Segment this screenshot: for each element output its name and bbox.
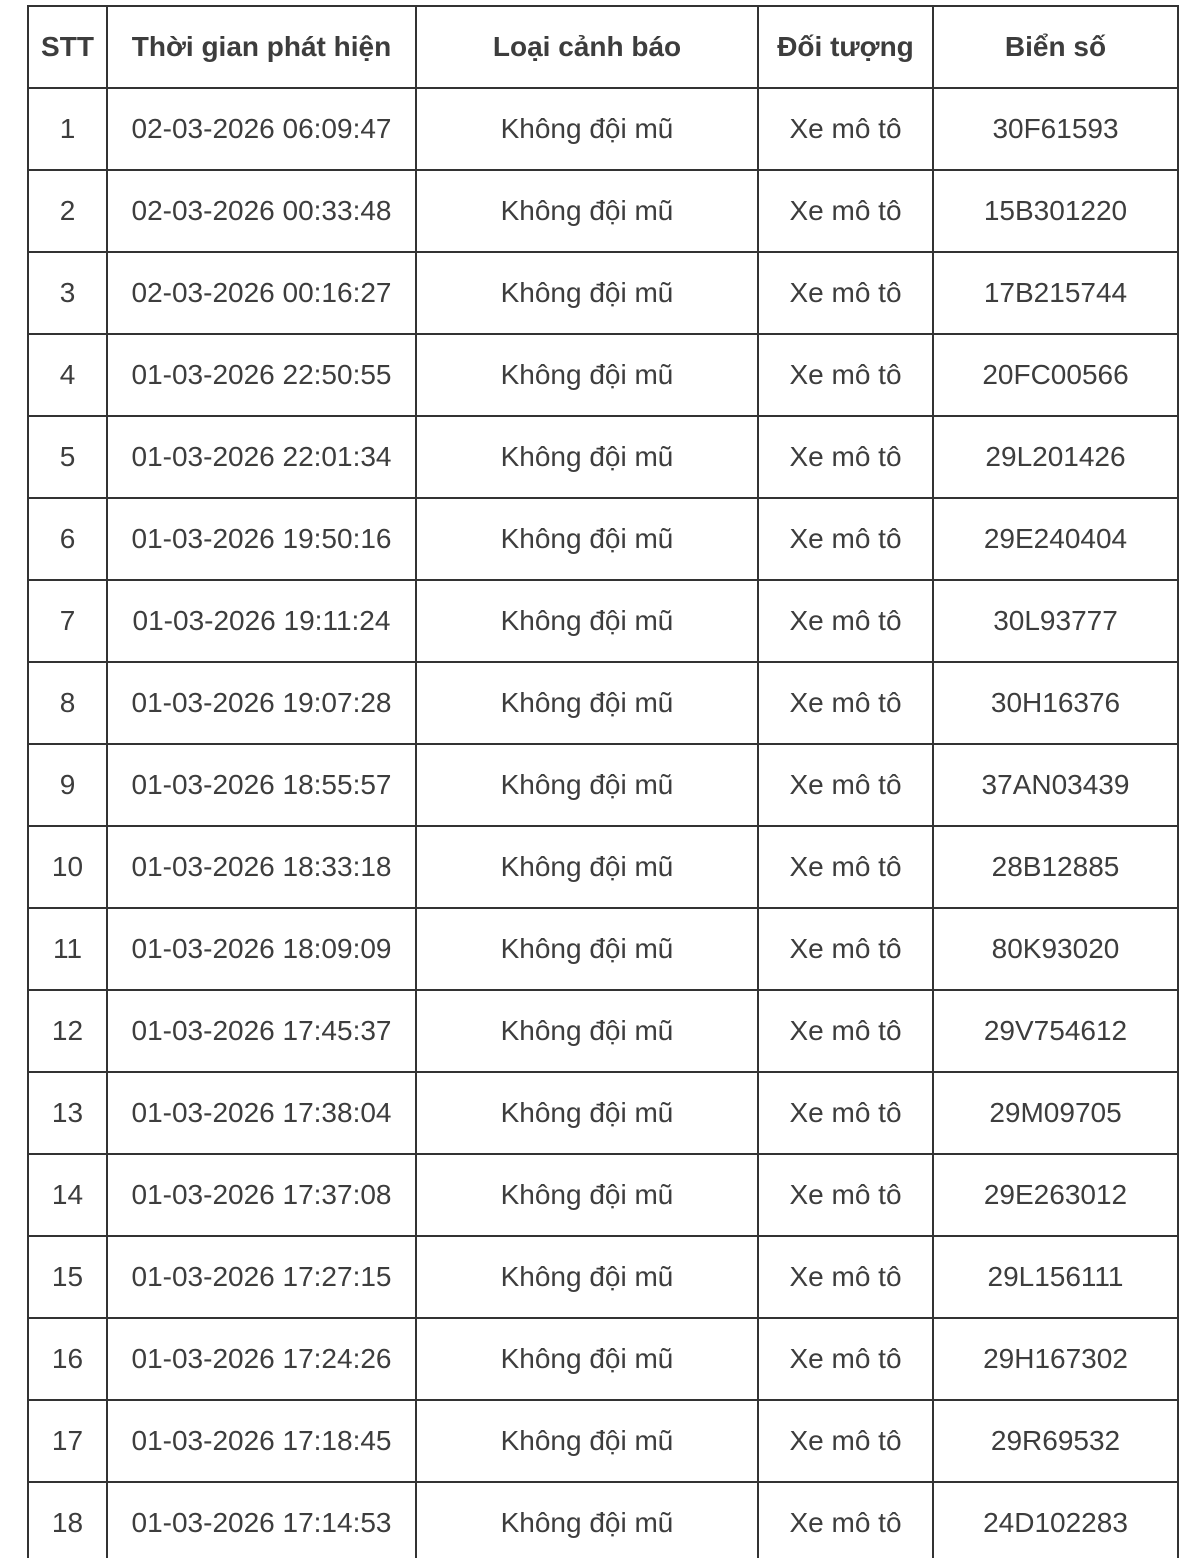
cell-object: Xe mô tô <box>758 662 933 744</box>
cell-stt: 11 <box>28 908 107 990</box>
cell-object: Xe mô tô <box>758 826 933 908</box>
cell-plate-number: 29V754612 <box>933 990 1178 1072</box>
cell-plate-number: 29E240404 <box>933 498 1178 580</box>
cell-stt: 12 <box>28 990 107 1072</box>
cell-detection-time: 02-03-2026 06:09:47 <box>107 88 416 170</box>
cell-object: Xe mô tô <box>758 334 933 416</box>
column-header-alert: Loại cảnh báo <box>416 6 758 88</box>
cell-plate-number: 37AN03439 <box>933 744 1178 826</box>
table-row <box>28 580 1178 662</box>
cell-stt: 4 <box>28 334 107 416</box>
cell-object: Xe mô tô <box>758 1400 933 1482</box>
table-row <box>28 990 1178 1072</box>
cell-detection-time: 01-03-2026 17:45:37 <box>107 990 416 1072</box>
cell-object: Xe mô tô <box>758 88 933 170</box>
table-row <box>28 744 1178 826</box>
table-row <box>28 1154 1178 1236</box>
cell-stt: 2 <box>28 170 107 252</box>
table-header <box>28 6 1178 88</box>
cell-stt: 15 <box>28 1236 107 1318</box>
cell-stt: 18 <box>28 1482 107 1558</box>
cell-detection-time: 01-03-2026 17:38:04 <box>107 1072 416 1154</box>
table-row <box>28 1236 1178 1318</box>
cell-object: Xe mô tô <box>758 744 933 826</box>
cell-detection-time: 01-03-2026 18:09:09 <box>107 908 416 990</box>
table-row <box>28 498 1178 580</box>
cell-object: Xe mô tô <box>758 1072 933 1154</box>
table-row <box>28 908 1178 990</box>
cell-plate-number: 28B12885 <box>933 826 1178 908</box>
cell-object: Xe mô tô <box>758 170 933 252</box>
cell-alert-type: Không đội mũ <box>416 1400 758 1482</box>
cell-detection-time: 01-03-2026 17:27:15 <box>107 1236 416 1318</box>
cell-detection-time: 01-03-2026 17:37:08 <box>107 1154 416 1236</box>
table-row <box>28 826 1178 908</box>
cell-detection-time: 01-03-2026 18:33:18 <box>107 826 416 908</box>
cell-object: Xe mô tô <box>758 1318 933 1400</box>
table-row <box>28 1318 1178 1400</box>
cell-alert-type: Không đội mũ <box>416 580 758 662</box>
cell-alert-type: Không đội mũ <box>416 170 758 252</box>
table-row <box>28 334 1178 416</box>
table-row <box>28 170 1178 252</box>
cell-alert-type: Không đội mũ <box>416 908 758 990</box>
table-row <box>28 252 1178 334</box>
cell-detection-time: 01-03-2026 19:07:28 <box>107 662 416 744</box>
cell-alert-type: Không đội mũ <box>416 334 758 416</box>
cell-object: Xe mô tô <box>758 1154 933 1236</box>
cell-stt: 5 <box>28 416 107 498</box>
cell-plate-number: 29L156111 <box>933 1236 1178 1318</box>
violations-table <box>27 5 1179 1558</box>
column-header-plate: Biển số <box>933 6 1178 88</box>
cell-plate-number: 29M09705 <box>933 1072 1178 1154</box>
cell-object: Xe mô tô <box>758 416 933 498</box>
cell-object: Xe mô tô <box>758 1482 933 1558</box>
column-header-time: Thời gian phát hiện <box>107 6 416 88</box>
cell-plate-number: 30F61593 <box>933 88 1178 170</box>
cell-plate-number: 20FC00566 <box>933 334 1178 416</box>
cell-plate-number: 15B301220 <box>933 170 1178 252</box>
cell-stt: 14 <box>28 1154 107 1236</box>
cell-alert-type: Không đội mũ <box>416 498 758 580</box>
cell-alert-type: Không đội mũ <box>416 1154 758 1236</box>
cell-plate-number: 17B215744 <box>933 252 1178 334</box>
cell-detection-time: 01-03-2026 17:24:26 <box>107 1318 416 1400</box>
cell-alert-type: Không đội mũ <box>416 1236 758 1318</box>
cell-alert-type: Không đội mũ <box>416 252 758 334</box>
cell-detection-time: 01-03-2026 22:01:34 <box>107 416 416 498</box>
table-row <box>28 662 1178 744</box>
cell-detection-time: 01-03-2026 17:18:45 <box>107 1400 416 1482</box>
cell-object: Xe mô tô <box>758 252 933 334</box>
cell-stt: 10 <box>28 826 107 908</box>
cell-stt: 16 <box>28 1318 107 1400</box>
cell-alert-type: Không đội mũ <box>416 744 758 826</box>
cell-detection-time: 01-03-2026 19:11:24 <box>107 580 416 662</box>
cell-object: Xe mô tô <box>758 990 933 1072</box>
cell-alert-type: Không đội mũ <box>416 88 758 170</box>
table-row <box>28 88 1178 170</box>
cell-object: Xe mô tô <box>758 498 933 580</box>
cell-detection-time: 02-03-2026 00:16:27 <box>107 252 416 334</box>
cell-plate-number: 29E263012 <box>933 1154 1178 1236</box>
cell-plate-number: 30H16376 <box>933 662 1178 744</box>
cell-alert-type: Không đội mũ <box>416 662 758 744</box>
cell-object: Xe mô tô <box>758 908 933 990</box>
table-row <box>28 1072 1178 1154</box>
cell-alert-type: Không đội mũ <box>416 1072 758 1154</box>
cell-alert-type: Không đội mũ <box>416 1318 758 1400</box>
cell-stt: 9 <box>28 744 107 826</box>
cell-stt: 6 <box>28 498 107 580</box>
table-row <box>28 1482 1178 1558</box>
table-row <box>28 416 1178 498</box>
cell-stt: 13 <box>28 1072 107 1154</box>
cell-alert-type: Không đội mũ <box>416 990 758 1072</box>
cell-alert-type: Không đội mũ <box>416 826 758 908</box>
cell-plate-number: 80K93020 <box>933 908 1178 990</box>
table-row <box>28 1400 1178 1482</box>
cell-alert-type: Không đội mũ <box>416 416 758 498</box>
cell-detection-time: 01-03-2026 19:50:16 <box>107 498 416 580</box>
table-body <box>28 88 1178 1558</box>
column-header-stt: STT <box>28 6 107 88</box>
column-header-object: Đối tượng <box>758 6 933 88</box>
cell-alert-type: Không đội mũ <box>416 1482 758 1558</box>
cell-object: Xe mô tô <box>758 1236 933 1318</box>
cell-plate-number: 30L93777 <box>933 580 1178 662</box>
cell-detection-time: 01-03-2026 17:14:53 <box>107 1482 416 1558</box>
cell-plate-number: 29H167302 <box>933 1318 1178 1400</box>
cell-object: Xe mô tô <box>758 580 933 662</box>
cell-stt: 17 <box>28 1400 107 1482</box>
cell-detection-time: 02-03-2026 00:33:48 <box>107 170 416 252</box>
cell-detection-time: 01-03-2026 18:55:57 <box>107 744 416 826</box>
cell-plate-number: 24D102283 <box>933 1482 1178 1558</box>
cell-plate-number: 29R69532 <box>933 1400 1178 1482</box>
cell-detection-time: 01-03-2026 22:50:55 <box>107 334 416 416</box>
cell-stt: 3 <box>28 252 107 334</box>
header-row <box>28 6 1178 88</box>
cell-plate-number: 29L201426 <box>933 416 1178 498</box>
cell-stt: 8 <box>28 662 107 744</box>
cell-stt: 7 <box>28 580 107 662</box>
cell-stt: 1 <box>28 88 107 170</box>
